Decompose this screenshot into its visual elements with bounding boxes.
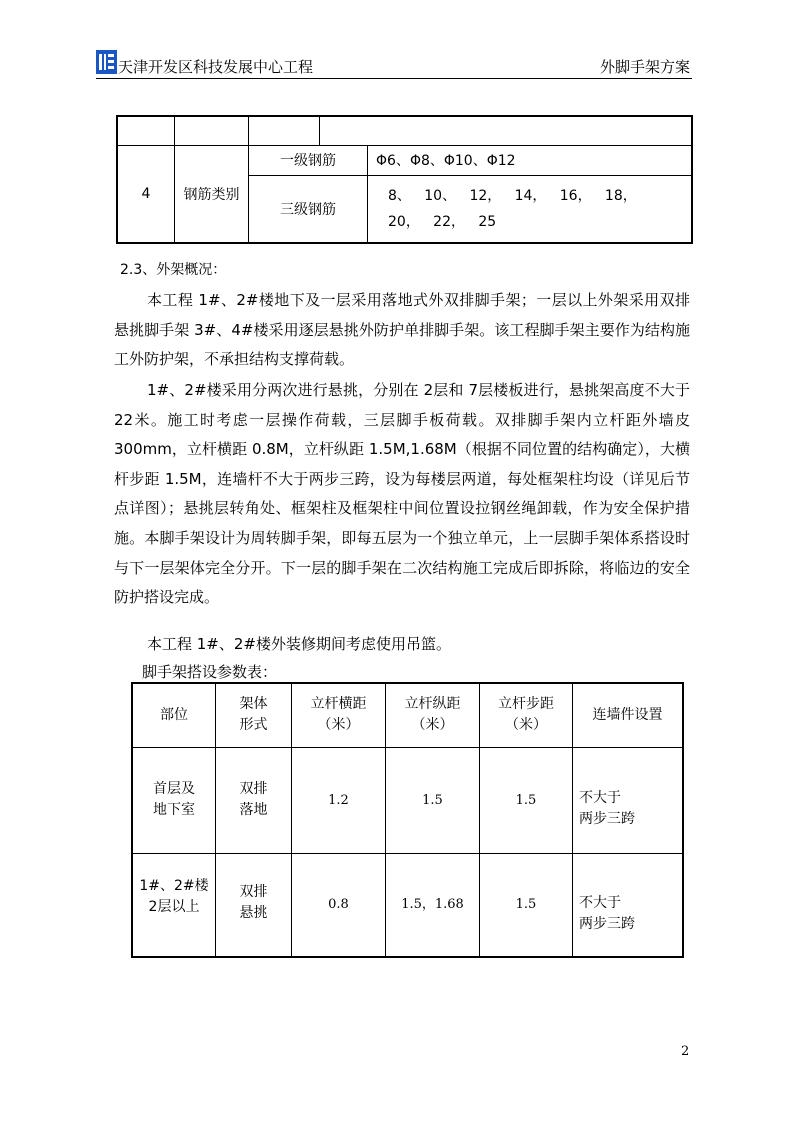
table-row [132, 853, 683, 957]
column-header: 立杆横距 （米） [292, 683, 386, 747]
rebar-category: 钢筋类别 [175, 145, 249, 243]
longitudinal-cell: 1.5，1.68 [386, 853, 480, 957]
step-cell: 1.5 [480, 853, 573, 957]
scaffold-parameter-table [131, 682, 684, 958]
location-cell: 1#、2#楼 2层以上 [132, 853, 216, 957]
longitudinal-cell: 1.5 [386, 747, 480, 853]
grade-label: 三级钢筋 [249, 175, 368, 243]
paragraph: 本工程 1#、2#楼地下及一层采用落地式外双排脚手架；一层以上外架采用双排悬挑脚手架 3#、4#楼采用逐层悬挑外防护单排脚手架。该工程脚手架主要作为结构施工外防护架，不承担结构支撑荷载。 [114, 291, 690, 369]
column-header: 架体 形式 [216, 683, 292, 747]
paragraph: 1#、2#楼采用分两次进行悬挑，分别在 2层和 7层楼板进行，悬挑架高度不大于 22米。施工时考虑一层操作荷载，三层脚手板荷载。双排脚手架内立杆距外墙皮 300mm，立杆横距 0.8M，立杆纵距 1.5M,1.68M（根据不同位置的结构确定），大横杆步距 1.5M，连墙杆不大于两步三跨，设为每楼层两道，每处框架柱均设（详见后节点详图）；悬挑层转角处、框架柱及框架柱中间位置设拉钢丝绳卸载，作为安全保护措施。本脚手架设计为周转脚手架，即每五层为一个独立单元，上一层脚手架体系搭设时与下一层架体完全分开。下一层的脚手架在二次结构施工完成后即拆除，将临边的安全防护搭设完成。 [114, 381, 690, 607]
table-row [117, 116, 692, 145]
transverse-cell: 0.8 [292, 853, 386, 957]
table-caption: 脚手架搭设参数表： [142, 663, 278, 681]
company-logo-icon [96, 50, 117, 74]
location-cell: 首层及 地下室 [132, 747, 216, 853]
table-row [132, 747, 683, 853]
column-header: 立杆纵距 （米） [386, 683, 480, 747]
grade-sizes: Φ6、Φ8、Φ10、Φ12 [368, 145, 692, 175]
form-cell: 双排 落地 [216, 747, 292, 853]
document-title: 外脚手架方案 [599, 58, 690, 76]
transverse-cell: 1.2 [292, 747, 386, 853]
column-header: 立杆步距 （米） [480, 683, 573, 747]
form-cell: 双排 悬挑 [216, 853, 292, 957]
table-row [117, 145, 692, 175]
page-header [96, 50, 692, 79]
company-name: 天津开发区科技发展中心工程 [118, 58, 314, 76]
page-number: 2 [681, 1044, 690, 1059]
rebar-table [116, 115, 693, 244]
row-index: 4 [117, 145, 175, 243]
column-header: 部位 [132, 683, 216, 747]
tie-cell: 不大于 两步三跨 [573, 747, 684, 853]
column-header: 连墙件设置 [573, 683, 684, 747]
table-header-row [132, 683, 683, 747]
paragraph: 本工程 1#、2#楼外装修期间考虑使用吊篮。 [147, 635, 451, 653]
section-heading: 2.3、外架概况： [120, 262, 227, 278]
grade-label: 一级钢筋 [249, 145, 368, 175]
grade-sizes: 8、 10、 12， 14， 16， 18， 20， 22， 25 [368, 175, 692, 243]
step-cell: 1.5 [480, 747, 573, 853]
tie-cell: 不大于 两步三跨 [573, 853, 684, 957]
